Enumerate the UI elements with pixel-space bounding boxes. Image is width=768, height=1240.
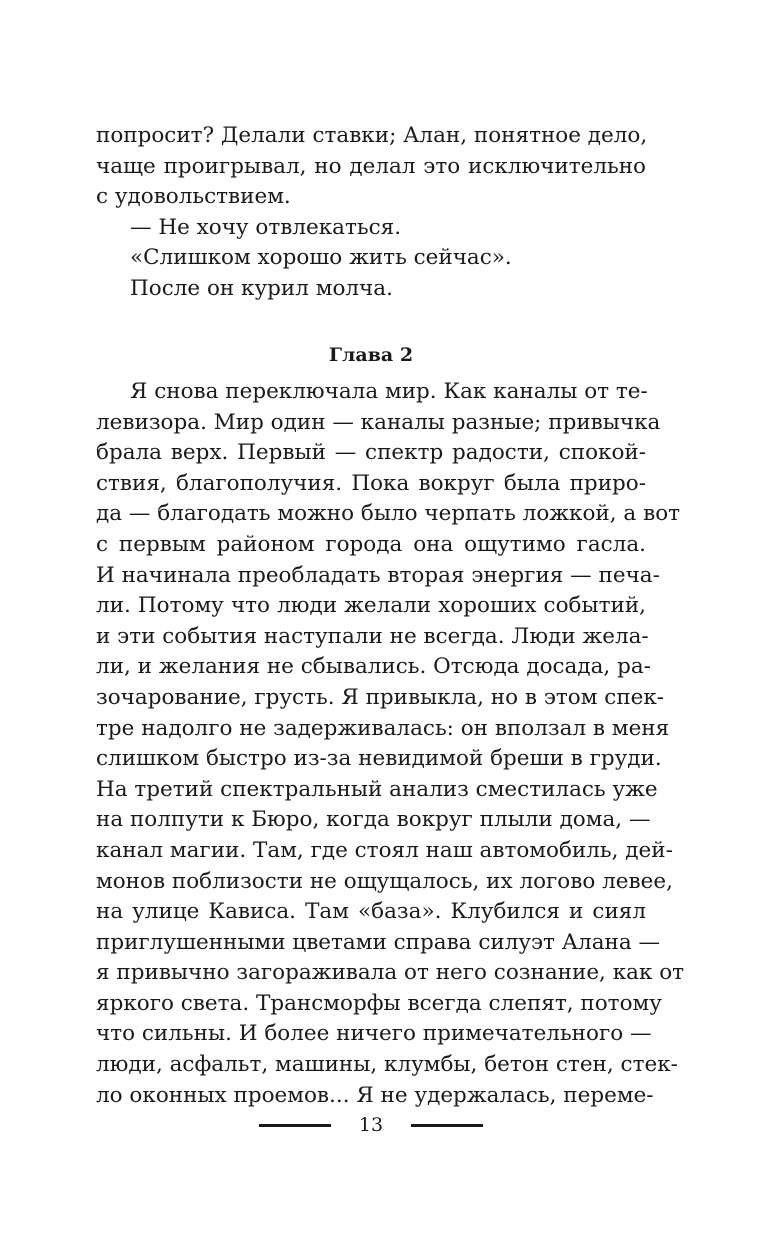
text-line: брала верх. Первый — спектр радости, спокой- — [96, 440, 646, 466]
text-line: с первым районом города она ощутимо гасла. — [96, 531, 646, 557]
dialog-line: — Не хочу отвлекаться. — [130, 214, 402, 240]
text-line: ли, и желания не сбывались. Отсюда досада, ра- — [96, 654, 651, 680]
text-line: и эти события наступали не всегда. Люди жела- — [96, 623, 649, 649]
chapter-title: Глава 2 — [328, 344, 414, 366]
chapter-paragraph — [96, 377, 685, 1111]
text-line: ло оконных проемов... Я не удержалась, переме- — [96, 1082, 654, 1108]
top-text-block — [96, 121, 646, 305]
text-line: монов поблизости не ощущалось, их логово левее, — [96, 868, 673, 894]
text-line: И начинала преобладать вторая энергия — печа- — [96, 562, 660, 588]
text-line: чаще проигрывал, но делал это исключительно — [96, 153, 646, 179]
text-line: слишком быстро из-за невидимой бреши в груди. — [96, 746, 662, 772]
text-line: зочарование, грусть. Я привыкла, но в этом спек- — [96, 684, 665, 710]
text-line: что сильны. И более ничего примечательного — — [96, 1021, 652, 1047]
text-line: на улице Кависа. Там «база». Клубился и сиял — [96, 899, 646, 925]
text-line: тре надолго не задерживалась: он вползал в меня — [96, 715, 670, 741]
footer-rule-right — [411, 1124, 483, 1127]
text-line: На третий спектральный анализ сместилась уже — [96, 776, 658, 802]
text-line: Я снова переключала мир. Как каналы от те- — [130, 379, 648, 404]
text-line: канал магии. Там, где стоял наш автомобиль, дей- — [96, 837, 673, 863]
text-line: левизора. Мир один — каналы разные; привычка — [96, 409, 661, 435]
text-line: ли. Потому что люди желали хороших событий, — [96, 593, 646, 619]
text-line: да — благодать можно было черпать ложкой, а вот — [96, 501, 681, 527]
page-number: 13 — [358, 1114, 384, 1136]
text-line: на полпути к Бюро, когда вокруг плыли дома, — — [96, 807, 651, 833]
text-line: люди, асфальт, машины, клумбы, бетон стен, стек- — [96, 1052, 678, 1078]
page-footer — [96, 1110, 646, 1140]
text-line: я привычно загораживала от него сознание, как от — [96, 960, 685, 986]
text-line: ствия, благополучия. Пока вокруг была приро- — [96, 470, 646, 496]
footer-rule-left — [259, 1124, 331, 1127]
quote-line: «Слишком хорошо жить сейчас». — [130, 245, 512, 271]
text-line: с удовольствием. — [96, 184, 291, 210]
text-line: попросит? Делали ставки; Алан, понятное дело, — [96, 123, 648, 148]
text-line: яркого света. Трансморфы всегда слепят, потому — [96, 990, 662, 1016]
text-line: После он курил молча. — [130, 275, 393, 301]
text-line: приглушенными цветами справа силуэт Алана — — [96, 929, 661, 955]
